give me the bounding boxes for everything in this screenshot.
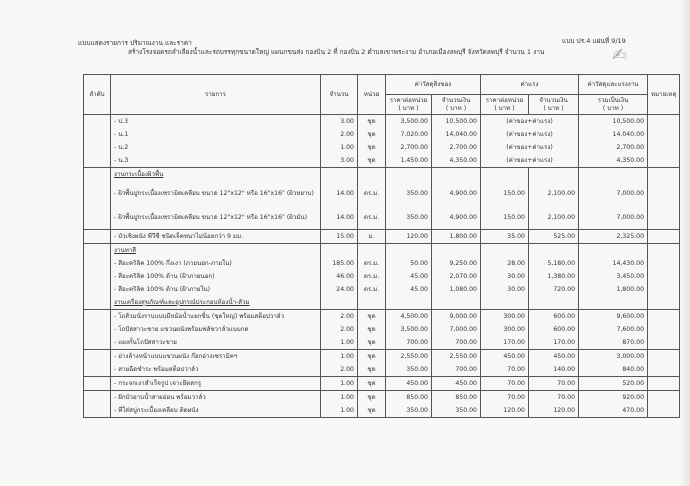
quantity: 1.00 <box>321 350 358 364</box>
item-description: - กระจกเงาสำเร็จรูป เจาะยึดสกรู <box>111 377 321 391</box>
table-row <box>84 115 680 129</box>
table-row <box>84 377 680 391</box>
material-amount: 9,250.00 <box>432 257 481 270</box>
item-description: - สีอะคริลิค 100% ด้าน (ฝ้าภายนอก) <box>111 270 321 283</box>
labor-amount: 600.00 <box>529 323 579 336</box>
labor-amount: 170.00 <box>529 336 579 350</box>
remark-cell <box>648 336 680 350</box>
table-row <box>84 283 680 296</box>
empty-cell <box>358 168 386 182</box>
labor-amount: 5,180.00 <box>529 257 579 270</box>
section-heading-cell <box>111 296 321 310</box>
table-row <box>84 350 680 364</box>
item-description: - ป.3 <box>111 115 321 129</box>
total-amount: 4,350.00 <box>579 154 648 168</box>
labor-unit-price: 70.00 <box>481 363 529 377</box>
empty-cell <box>321 168 358 182</box>
document-title: แบบแสดงรายการ ปริมาณงาน และราคา <box>78 39 192 47</box>
header-material-amount: จำนวนเงิน ( บาท ) <box>432 95 481 115</box>
empty-cell <box>321 296 358 310</box>
quantity: 1.00 <box>321 404 358 418</box>
seq-cell <box>84 154 111 168</box>
seq-cell <box>84 296 111 310</box>
item-description: - สายฉีดชำระ พร้อมสต็อปวาล์ว <box>111 363 321 377</box>
quantity: 185.00 <box>321 257 358 270</box>
item-description: - สีอะคริลิค 100% กึ่งเงา (ภายนอก-ภายใน) <box>111 257 321 270</box>
unit: ชุด <box>358 404 386 418</box>
material-amount: 1,800.00 <box>432 230 481 244</box>
empty-cell <box>432 296 481 310</box>
item-description: - ผิวพื้นปูกระเบื้องเซรามิคเคลือบ ขนาด 12"x12" หรือ 16"x16" (ผิวหยาบ) <box>111 181 321 205</box>
table-row <box>84 310 680 324</box>
material-unit-price: 350.00 <box>386 181 432 205</box>
labor-unit-price: 70.00 <box>481 377 529 391</box>
material-unit-price: 2,550.00 <box>386 350 432 364</box>
remark-cell <box>648 283 680 296</box>
seq-cell <box>84 230 111 244</box>
section-heading: งานกระเบื้องผิวพื้น <box>114 171 164 178</box>
item-description: - น.1 <box>111 128 321 141</box>
quantity: 2.00 <box>321 323 358 336</box>
seq-cell <box>84 115 111 129</box>
labor-unit-price: 35.00 <box>481 230 529 244</box>
remark-cell <box>648 363 680 377</box>
seq-cell <box>84 323 111 336</box>
material-unit-price: 350.00 <box>386 363 432 377</box>
unit: ชุด <box>358 336 386 350</box>
empty-cell <box>358 296 386 310</box>
total-amount: 3,000.00 <box>579 350 648 364</box>
item-description: - ที่ใส่สบู่กระเบื้องเคลือบ ติดผนัง <box>111 404 321 418</box>
material-amount: 4,900.00 <box>432 205 481 230</box>
labor-unit-price: 120.00 <box>481 404 529 418</box>
material-amount: 2,550.00 <box>432 350 481 364</box>
item-description: - ผิวพื้นปูกระเบื้องเซรามิคเคลือบ ขนาด 12"x12" หรือ 16"x16" (ผิวมัน) <box>111 205 321 230</box>
total-amount: 2,700.00 <box>579 141 648 154</box>
material-unit-price: 7,020.00 <box>386 128 432 141</box>
header-unit: หน่วย <box>358 75 386 115</box>
material-amount: 1,080.00 <box>432 283 481 296</box>
section-heading-row <box>84 168 680 182</box>
table-row <box>84 154 680 168</box>
total-amount: 920.00 <box>579 391 648 405</box>
item-description: - โถปัสสาวะชาย แขวนผนังพร้อมฟลัชวาล์วแบบกด <box>111 323 321 336</box>
total-amount: 14,430.00 <box>579 257 648 270</box>
table-row <box>84 363 680 377</box>
quantity: 46.00 <box>321 270 358 283</box>
unit: ชุด <box>358 310 386 324</box>
table-row <box>84 205 680 230</box>
unit: ชุด <box>358 363 386 377</box>
empty-cell <box>579 168 648 182</box>
unit: ชุด <box>358 154 386 168</box>
empty-cell <box>386 296 432 310</box>
quantity: 3.00 <box>321 115 358 129</box>
unit: ชุด <box>358 377 386 391</box>
labor-unit-price: 170.00 <box>481 336 529 350</box>
labor-amount: 2,100.00 <box>529 181 579 205</box>
unit: ตร.ม. <box>358 270 386 283</box>
unit: ตร.ม. <box>358 283 386 296</box>
total-amount: 3,450.00 <box>579 270 648 283</box>
quantity: 15.00 <box>321 230 358 244</box>
labor-unit-price: 28.00 <box>481 257 529 270</box>
material-unit-price: 700.00 <box>386 336 432 350</box>
item-description: - น.2 <box>111 141 321 154</box>
unit: ชุด <box>358 128 386 141</box>
material-amount: 4,900.00 <box>432 181 481 205</box>
item-description: - น.3 <box>111 154 321 168</box>
empty-cell <box>386 244 432 258</box>
empty-cell <box>529 168 579 182</box>
labor-amount: 70.00 <box>529 391 579 405</box>
seq-cell <box>84 257 111 270</box>
seq-cell <box>84 128 111 141</box>
seq-cell <box>84 377 111 391</box>
total-amount: 7,000.00 <box>579 205 648 230</box>
material-unit-price: 350.00 <box>386 404 432 418</box>
empty-cell <box>432 168 481 182</box>
empty-cell <box>321 244 358 258</box>
labor-unit-price: 300.00 <box>481 323 529 336</box>
header-labor-amount: จำนวนเงิน ( บาท ) <box>529 95 579 115</box>
remark-cell <box>648 270 680 283</box>
header-material-unit-price: ราคาต่อหน่วย ( บาท ) <box>386 95 432 115</box>
remark-cell <box>648 154 680 168</box>
section-heading-cell <box>111 168 321 182</box>
material-amount: 700.00 <box>432 363 481 377</box>
labor-unit-price: 150.00 <box>481 181 529 205</box>
remark-cell <box>648 128 680 141</box>
total-amount: 840.00 <box>579 363 648 377</box>
seq-cell <box>84 350 111 364</box>
labor-amount: 120.00 <box>529 404 579 418</box>
section-heading-row <box>84 244 680 258</box>
labor-amount: 2,100.00 <box>529 205 579 230</box>
total-amount: 470.00 <box>579 404 648 418</box>
signature-mark-icon: ✍ <box>612 45 628 66</box>
item-description: - สีอะคริลิค 100% ด้าน (ฝ้าภายใน) <box>111 283 321 296</box>
material-unit-price: 1,450.00 <box>386 154 432 168</box>
labor-amount: 70.00 <box>529 377 579 391</box>
scan-edge <box>680 0 690 486</box>
labor-unit-price: 30.00 <box>481 270 529 283</box>
total-amount: 10,500.00 <box>579 115 648 129</box>
item-description: - ฝักบัวอาบน้ำสายอ่อน พร้อมวาล์ว <box>111 391 321 405</box>
seq-cell <box>84 141 111 154</box>
material-unit-price: 2,700.00 <box>386 141 432 154</box>
remark-cell <box>648 391 680 405</box>
remark-cell <box>648 350 680 364</box>
unit: ตร.ม. <box>358 257 386 270</box>
labor-unit-price: 150.00 <box>481 205 529 230</box>
unit: ตร.ม. <box>358 205 386 230</box>
labor-amount: 720.00 <box>529 283 579 296</box>
seq-cell <box>84 404 111 418</box>
material-amount: 450.00 <box>432 377 481 391</box>
seq-cell <box>84 244 111 258</box>
unit: ม. <box>358 230 386 244</box>
section-heading: งานเครื่องสุขภัณฑ์และอุปกรณ์ประกอบห้องน้ำ-ส้วม <box>114 299 250 306</box>
quantity: 14.00 <box>321 205 358 230</box>
remark-cell <box>648 205 680 230</box>
project-description: สร้างโรงจอดรถลำเลียงน้ำและรถบรรทุกขนาดใหญ่ แผนกขนส่ง กองบิน 2 ที่ กองบิน 2 ตำบลเขาพระงาม อำเภอเมืองลพบุรี จังหวัดลพบุรี จำนวน 1 งาน <box>128 48 545 56</box>
empty-cell <box>579 296 648 310</box>
table-row <box>84 181 680 205</box>
header-total: ค่าวัสดุและแรงงาน <box>579 75 648 95</box>
labor-unit-price: 450.00 <box>481 350 529 364</box>
total-amount: 14,040.00 <box>579 128 648 141</box>
combined-cost-note: (ค่าของ+ค่าแรง) <box>481 154 579 168</box>
material-unit-price: 450.00 <box>386 377 432 391</box>
table-row <box>84 128 680 141</box>
seq-cell <box>84 283 111 296</box>
unit: ชุด <box>358 391 386 405</box>
header-material: ค่าวัสดุสิ่งของ <box>386 75 481 95</box>
remark-cell <box>648 141 680 154</box>
empty-cell <box>481 296 529 310</box>
labor-amount: 525.00 <box>529 230 579 244</box>
header-labor: ค่าแรง <box>481 75 579 95</box>
table-row <box>84 323 680 336</box>
table-row <box>84 257 680 270</box>
quantity: 2.00 <box>321 310 358 324</box>
remark-cell <box>648 296 680 310</box>
material-amount: 7,000.00 <box>432 323 481 336</box>
remark-cell <box>648 404 680 418</box>
seq-cell <box>84 310 111 324</box>
empty-cell <box>529 296 579 310</box>
quantity: 24.00 <box>321 283 358 296</box>
header-seq: ลำดับ <box>84 75 111 115</box>
empty-cell <box>386 168 432 182</box>
total-amount: 1,800.00 <box>579 283 648 296</box>
material-unit-price: 120.00 <box>386 230 432 244</box>
quantity: 2.00 <box>321 363 358 377</box>
section-heading-row <box>84 296 680 310</box>
labor-amount: 600.00 <box>529 310 579 324</box>
labor-amount: 1,380.00 <box>529 270 579 283</box>
item-description: - แผงกั้นโถปัสสาวะชาย <box>111 336 321 350</box>
remark-cell <box>648 181 680 205</box>
quantity: 1.00 <box>321 391 358 405</box>
item-description: - บัวเชิงผนัง พีวีซี ชนิดเจ็คหนาไม่น้อยกว่า 9 มม. <box>111 230 321 244</box>
material-amount: 4,350.00 <box>432 154 481 168</box>
empty-cell <box>529 244 579 258</box>
empty-cell <box>481 244 529 258</box>
labor-amount: 140.00 <box>529 363 579 377</box>
material-amount: 2,700.00 <box>432 141 481 154</box>
combined-cost-note: (ค่าของ+ค่าแรง) <box>481 141 579 154</box>
remark-cell <box>648 257 680 270</box>
remark-cell <box>648 377 680 391</box>
seq-cell <box>84 168 111 182</box>
empty-cell <box>358 244 386 258</box>
seq-cell <box>84 391 111 405</box>
labor-amount: 450.00 <box>529 350 579 364</box>
total-amount: 2,325.00 <box>579 230 648 244</box>
header-sum: รวมเป็นเงิน ( บาท ) <box>579 95 648 115</box>
header-qty: จำนวน <box>321 75 358 115</box>
unit: ตร.ม. <box>358 181 386 205</box>
header-labor-unit-price: ราคาต่อหน่วย ( บาท ) <box>481 95 529 115</box>
material-amount: 9,000.00 <box>432 310 481 324</box>
material-unit-price: 850.00 <box>386 391 432 405</box>
total-amount: 7,000.00 <box>579 181 648 205</box>
section-heading: งานทาสี <box>114 247 137 254</box>
unit: ชุด <box>358 141 386 154</box>
unit: ชุด <box>358 350 386 364</box>
material-unit-price: 45.00 <box>386 283 432 296</box>
material-amount: 350.00 <box>432 404 481 418</box>
remark-cell <box>648 115 680 129</box>
total-amount: 7,600.00 <box>579 323 648 336</box>
empty-cell <box>432 244 481 258</box>
labor-unit-price: 70.00 <box>481 391 529 405</box>
total-amount: 870.00 <box>579 336 648 350</box>
material-unit-price: 50.00 <box>386 257 432 270</box>
table-row <box>84 141 680 154</box>
combined-cost-note: (ค่าของ+ค่าแรง) <box>481 115 579 129</box>
combined-cost-note: (ค่าของ+ค่าแรง) <box>481 128 579 141</box>
unit: ชุด <box>358 115 386 129</box>
total-amount: 9,600.00 <box>579 310 648 324</box>
quantity: 2.00 <box>321 128 358 141</box>
section-heading-cell <box>111 244 321 258</box>
seq-cell <box>84 205 111 230</box>
material-amount: 10,500.00 <box>432 115 481 129</box>
labor-unit-price: 300.00 <box>481 310 529 324</box>
unit: ชุด <box>358 323 386 336</box>
form-number: แบบ ปร.4 แผ่นที่ 9/19 <box>562 37 626 45</box>
material-unit-price: 3,500.00 <box>386 115 432 129</box>
item-description: - อ่างล้างหน้าแบบแขวนผนัง ก๊อกอ่างเซรามิคฯ <box>111 350 321 364</box>
remark-cell <box>648 244 680 258</box>
item-description: - โถส้วมนั่งราบแบบมีหม้อน้ำแยกชิ้น (ชุดใหญ่) พร้อมสต็อปวาล์ว <box>111 310 321 324</box>
remark-cell <box>648 323 680 336</box>
empty-cell <box>579 244 648 258</box>
seq-cell <box>84 363 111 377</box>
seq-cell <box>84 270 111 283</box>
total-amount: 520.00 <box>579 377 648 391</box>
material-unit-price: 350.00 <box>386 205 432 230</box>
material-unit-price: 3,500.00 <box>386 323 432 336</box>
table-row <box>84 336 680 350</box>
header-remark: หมายเหตุ <box>648 75 680 115</box>
table-row <box>84 230 680 244</box>
material-unit-price: 4,500.00 <box>386 310 432 324</box>
material-amount: 850.00 <box>432 391 481 405</box>
material-amount: 700.00 <box>432 336 481 350</box>
table-row <box>84 270 680 283</box>
quantity: 14.00 <box>321 181 358 205</box>
remark-cell <box>648 310 680 324</box>
header-item: รายการ <box>111 75 321 115</box>
seq-cell <box>84 181 111 205</box>
remark-cell <box>648 230 680 244</box>
seq-cell <box>84 336 111 350</box>
material-unit-price: 45.00 <box>386 270 432 283</box>
material-amount: 2,070.00 <box>432 270 481 283</box>
empty-cell <box>481 168 529 182</box>
quantity: 3.00 <box>321 154 358 168</box>
quantity: 1.00 <box>321 377 358 391</box>
table-row <box>84 391 680 405</box>
quantity: 1.00 <box>321 336 358 350</box>
quantity: 1.00 <box>321 141 358 154</box>
labor-unit-price: 30.00 <box>481 283 529 296</box>
remark-cell <box>648 168 680 182</box>
table-row <box>84 404 680 418</box>
bill-of-quantities-table <box>83 74 680 418</box>
material-amount: 14,040.00 <box>432 128 481 141</box>
